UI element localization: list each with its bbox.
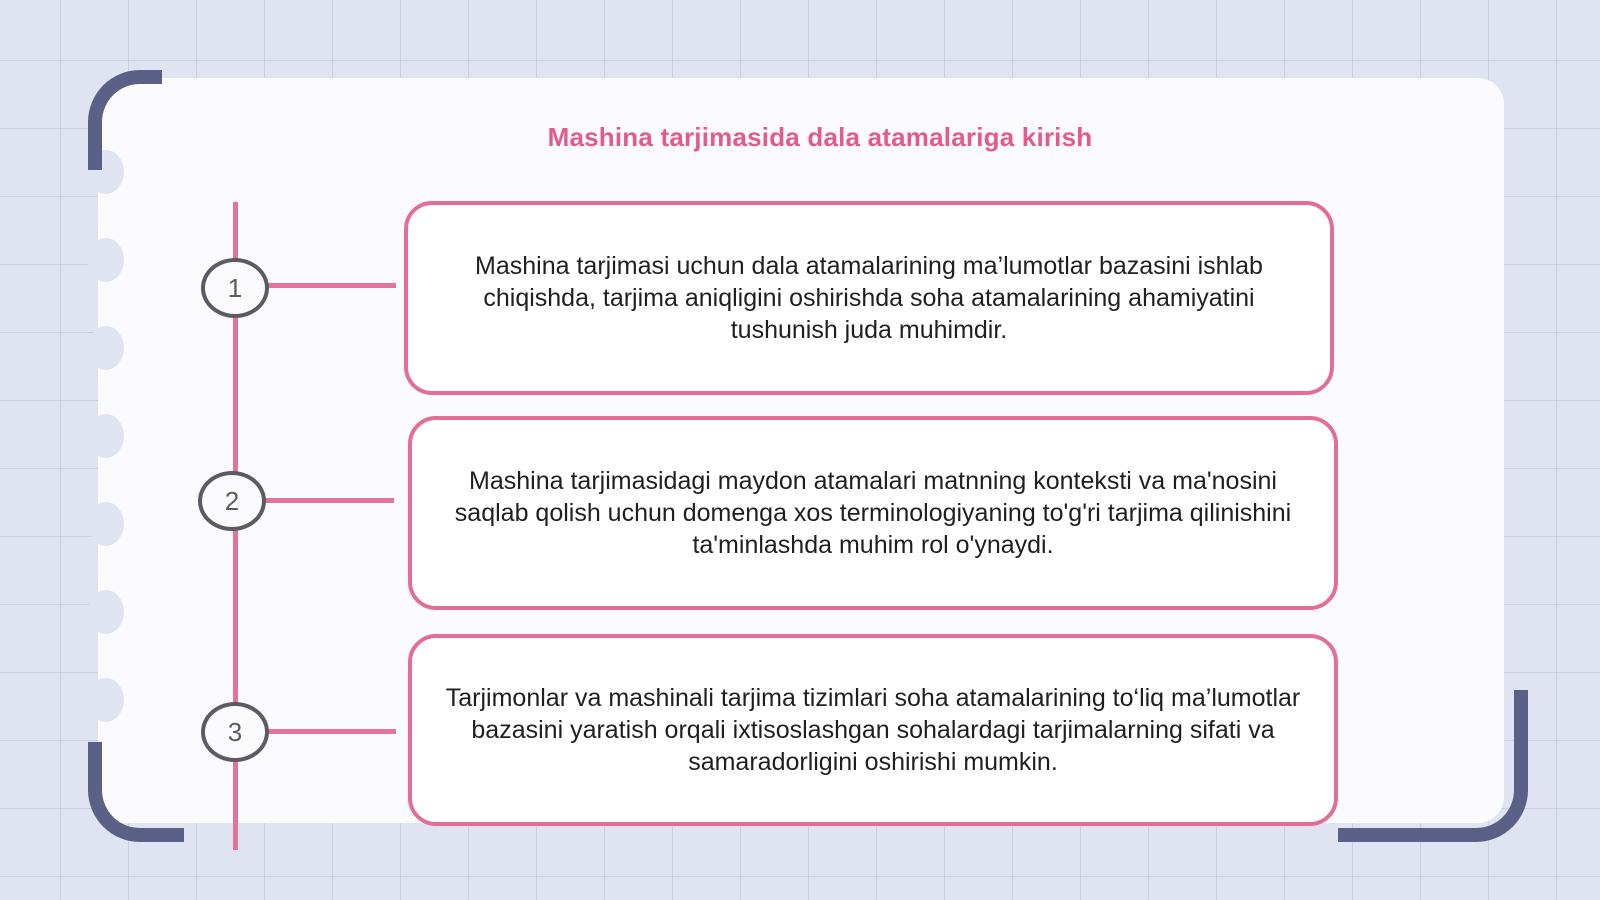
torn-edge-notch (88, 238, 124, 282)
frame-corner-bottom-left (88, 742, 184, 842)
step-marker-1: 1 (201, 258, 269, 318)
timeline-connector-2 (260, 498, 394, 503)
content-text-2: Mashina tarjimasidagi maydon atamalari matnning konteksti va ma'nosini saqlab qolish uchun domenga xos terminologiyaning to'g'ri tarjima qilinishini ta'minlashda muhim rol o'ynaydi. (454, 467, 1292, 559)
content-box-1 (404, 201, 1334, 395)
step-marker-2: 2 (198, 471, 266, 531)
timeline-connector-1 (262, 283, 396, 288)
torn-edge-notch (88, 502, 124, 546)
slide-title: Mashina tarjimasida dala atamalariga kirish (547, 122, 1093, 152)
torn-edge-notch (88, 414, 124, 458)
content-box-3 (408, 634, 1338, 826)
torn-edge-notch (88, 678, 124, 722)
content-box-2 (408, 416, 1338, 610)
torn-edge-notch (88, 326, 124, 370)
step-marker-3: 3 (201, 702, 269, 762)
frame-corner-bottom-right (1338, 690, 1528, 842)
content-text-3: Tarjimonlar va mashinali tarjima tizimlari soha atamalarining to‘liq ma’lumotlar bazasini yaratish orqali ixtisoslashgan sohalardagi tarjimalarning sifati va samaradorligini oshirishi mumkin. (445, 684, 1301, 776)
content-text-1: Mashina tarjimasi uchun dala atamalarining ma’lumotlar bazasini ishlab chiqishda, tarjima aniqligini oshirishda soha atamalarining ahamiyatini tushunish juda muhimdir. (475, 252, 1263, 344)
frame-corner-top-left (88, 70, 162, 170)
torn-edge-notch (88, 590, 124, 634)
timeline-connector-3 (262, 729, 396, 734)
